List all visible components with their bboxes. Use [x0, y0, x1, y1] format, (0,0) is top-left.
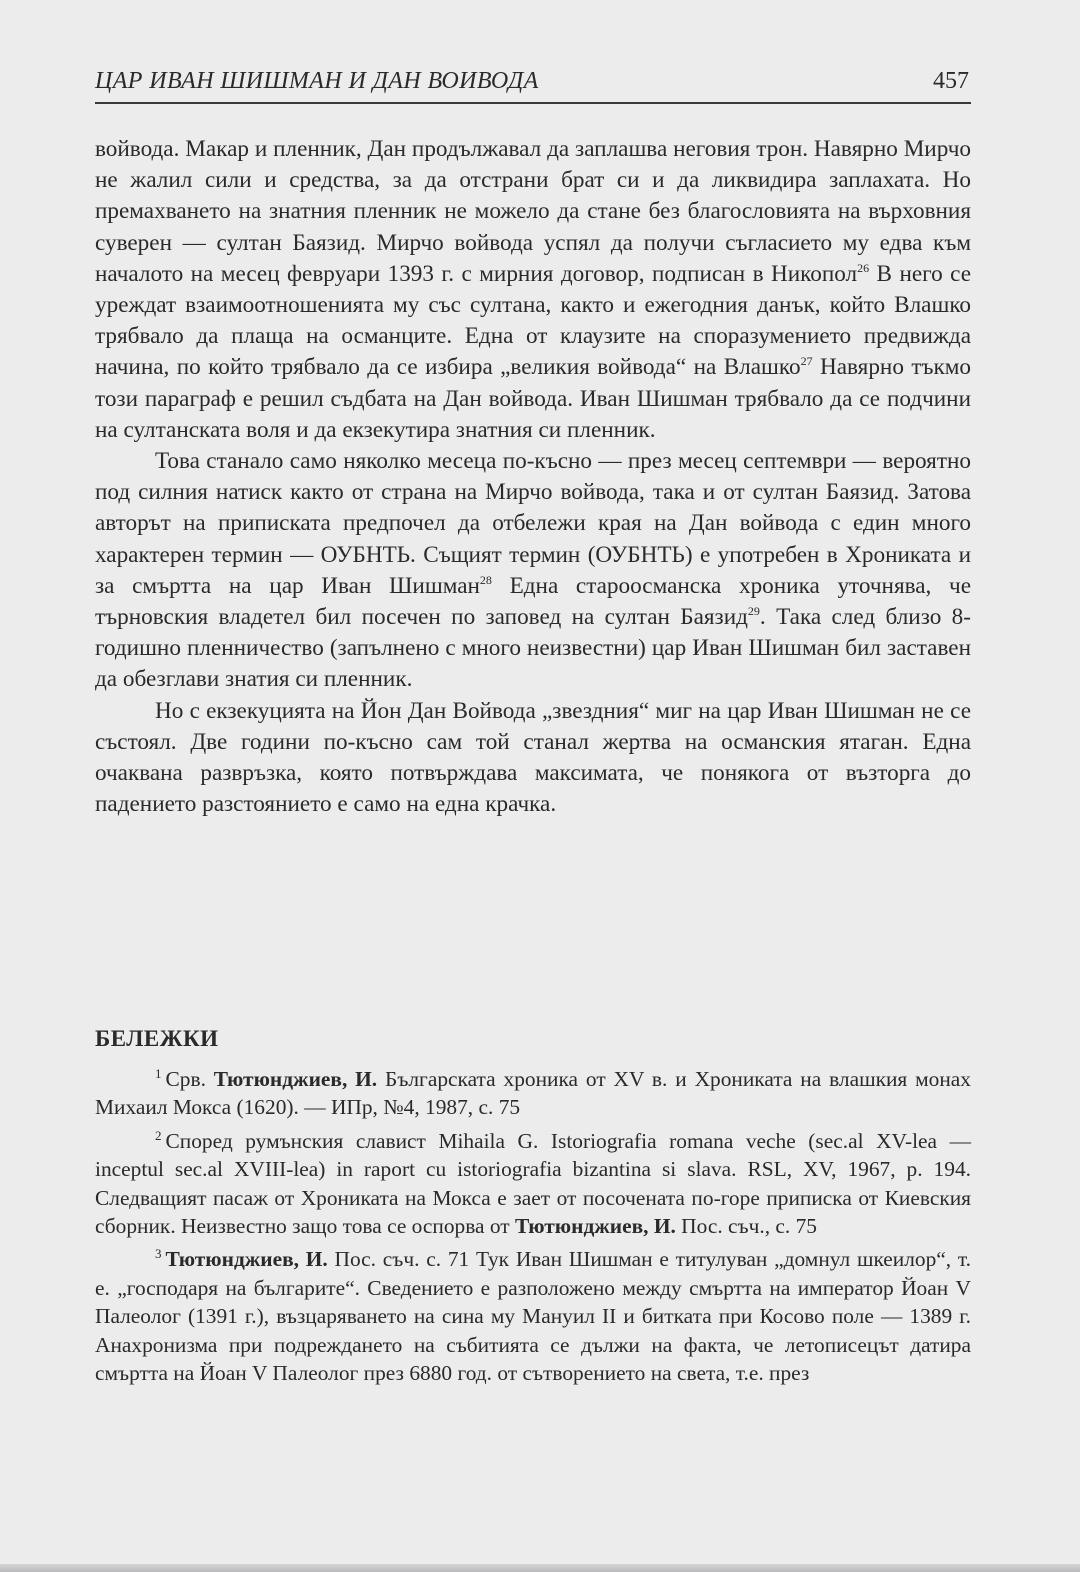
running-header-title: ЦАР ИВАН ШИШМАН И ДАН ВОИВОДА: [95, 68, 539, 94]
note-2-number: 2: [155, 1127, 162, 1143]
paragraph-2-text-a: Това станало само няколко месеца по-късно — през месец септември — вероятно под силния натиск както от страна на Мирчо войвода, така и от султан Баязид. Затова авторът на приписката предпочел да отбележи края на Дан войвода с един много характерен термин — ОУБНТЬ. Същият термин (ОУБНТЬ) е употребен в Хрониката и за смъртта на цар Иван Шишман: [95, 448, 971, 599]
paragraph-3: Но с екзекуцията на Йон Дан Войвода „звездния“ миг на цар Иван Шишман не се състоял. Две години по-късно сам той станал жертва на османския ятаган. Една очаквана развръзка, която потвърждава максимата, че понякога от възторга до падението разстоянието е само на една крачка.: [95, 697, 971, 818]
paragraph-1-text-b: В него се уреждат взаимоотношенията му със султана, както и ежегодния данък, който Влашко трябвало да плаща на османците. Една от клаузите на споразумението предвижда начина, по който трябвало да се избира „великия войвода“ на Влашко: [95, 260, 971, 381]
page-bottom-edge: [0, 1564, 1080, 1572]
footnote-ref-27: 27: [800, 354, 813, 369]
paragraph-2-text-b: Една староосманска хроника уточнява, че търновския владетел бил посечен по заповед на султан Баязид: [95, 572, 971, 631]
page-number: 457: [933, 68, 969, 94]
footnote-ref-26: 26: [857, 260, 870, 275]
note-1-prefix: Срв.: [165, 1067, 214, 1091]
note-1: [95, 1060, 971, 1122]
note-3-number: 3: [155, 1246, 162, 1262]
footnote-ref-29: 29: [747, 604, 760, 619]
note-1-text: Българската хроника от XV в. и Хрониката на влашкия монах Михаил Мокса (1620). — ИПр, №4, 1987, с. 75: [95, 1067, 971, 1120]
paragraph-1-text-c: Навярно тъкмо този параграф е решил съдбата на Дан войвода. Иван Шишман трябвало да се подчини на султанската воля и да екзекутира знатния си пленник.: [95, 354, 971, 443]
note-3-author: Тютюнджиев, И.: [165, 1247, 328, 1272]
note-3: [95, 1240, 971, 1387]
main-text: [95, 134, 971, 820]
note-3-text: Пос. съч. с. 71 Тук Иван Шишман е титулуван „домнул шкеилор“, т. е. „господаря на българите“. Сведението е разположено между смъртта на император Йоан V Палеолог (1391 г.), възцаряването на сина му Мануил II и битката при Косово поле — 1389 г. Анахронизма при подреждането на събитията се дължи на факта, че летописецът датира смъртта на Йоан V Палеолог през 6880 год. от сътворението на света, т.е. през: [95, 1247, 972, 1386]
running-header: [95, 62, 971, 106]
notes-section: [95, 1026, 971, 1387]
note-2-author: Тютюнджиев, И.: [515, 1214, 676, 1239]
note-2-text-a: Според румънския славист Mihaila G. Istoriografia romana veche (sec.al XV-lea — inceptul sec.al XVIII-lea) in raport cu istoriografia bizantina si slava. RSL, XV, 1967, p. 194. Следващият пасаж от Хрониката на Мокса е зает от посочената по-горе приписка от Киевския сборник. Неизвестно защо това се оспорва от: [95, 1128, 971, 1239]
paragraph-1: [95, 134, 971, 446]
footnote-ref-28: 28: [479, 572, 492, 587]
note-2: [95, 1122, 971, 1241]
paragraph-2-text-c: . Така след близо 8-годишно пленничество (запълнено с много неизвестни) цар Иван Шишман бил заставен да обезглави знатия си пленник.: [95, 604, 971, 693]
note-1-number: 1: [155, 1066, 162, 1081]
header-rule: [95, 102, 971, 104]
paragraph-1-text-a: войвода. Макар и пленник, Дан продължавал да заплашва неговия трон. Навярно Мирчо не жалил сили и средства, за да отстрани брат си и да ликвидира заплахата. Но премахването на знатния пленник не можело да стане без благословията на върховния суверен — султан Баязид. Мирчо войвода успял да получи съгласието му едва към началото на месец февруари 1393 г. с мирния договор, подписан в Никопол: [95, 136, 971, 287]
note-1-author: Тютюнджиев, И.: [213, 1067, 378, 1091]
note-2-text-b: Пос. съч., с. 75: [675, 1214, 817, 1239]
notes-heading: БЕЛЕЖКИ: [95, 1026, 219, 1051]
paragraph-2: [95, 446, 971, 696]
